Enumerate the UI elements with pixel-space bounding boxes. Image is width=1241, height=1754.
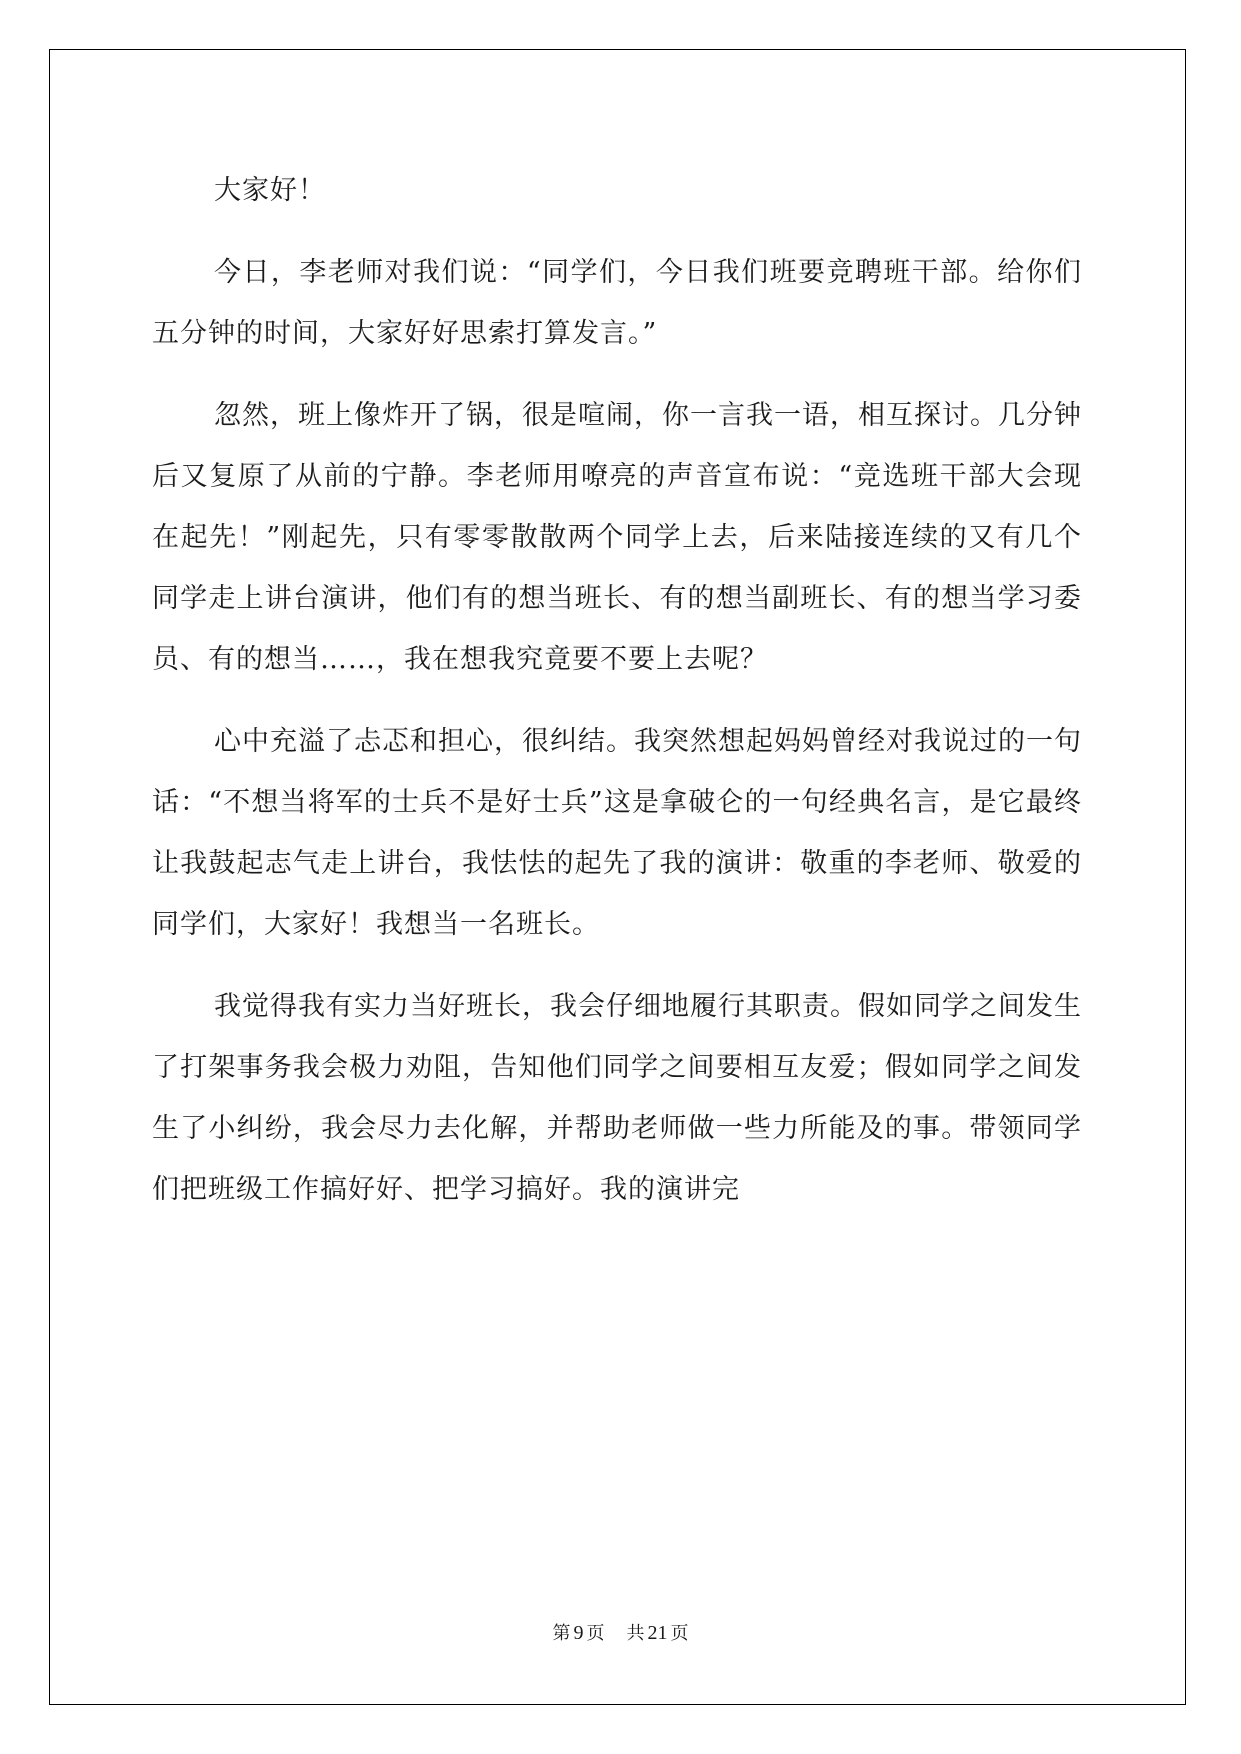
document-body (152, 160, 1082, 1241)
page-footer (0, 1619, 1241, 1645)
total-suffix: 页 (670, 1623, 689, 1644)
page-prefix: 第 (552, 1623, 571, 1644)
total-prefix: 共 (626, 1623, 645, 1644)
paragraph-1: 今日，李老师对我们说：“同学们，今日我们班要竞聘班干部。给你们五分钟的时间，大家好好思索打算发言。” (152, 257, 1082, 349)
paragraph-3: 心中充溢了忐忑和担心，很纠结。我突然想起妈妈曾经对我说过的一句话：“不想当将军的士兵不是好士兵”这是拿破仑的一句经典名言，是它最终让我鼓起志气走上讲台，我怯怯的起先了我的演讲：敬重的李老师、敬爱的同学们，大家好！我想当一名班长。 (152, 726, 1082, 940)
page-suffix: 页 (586, 1623, 605, 1644)
paragraph-greeting: 大家好！ (214, 175, 326, 206)
page-number: 9 (573, 1622, 584, 1644)
paragraph-4: 我觉得我有实力当好班长，我会仔细地履行其职责。假如同学之间发生了打架事务我会极力劝阻，告知他们同学之间要相互友爱；假如同学之间发生了小纠纷，我会尽力去化解，并帮助老师做一些力所能及的事。带领同学们把班级工作搞好好、把学习搞好。我的演讲完 (152, 991, 1082, 1205)
paragraph-2: 忽然，班上像炸开了锅，很是喧闹，你一言我一语，相互探讨。几分钟后又复原了从前的宁静。李老师用嘹亮的声音宣布说：“竞选班干部大会现在起先！”刚起先，只有零零散散两个同学上去，后来陆接连续的又有几个同学走上讲台演讲，他们有的想当班长、有的想当副班长、有的想当学习委员、有的想当……，我在想我究竟要不要上去呢？ (152, 400, 1082, 675)
total-pages: 21 (647, 1622, 668, 1644)
